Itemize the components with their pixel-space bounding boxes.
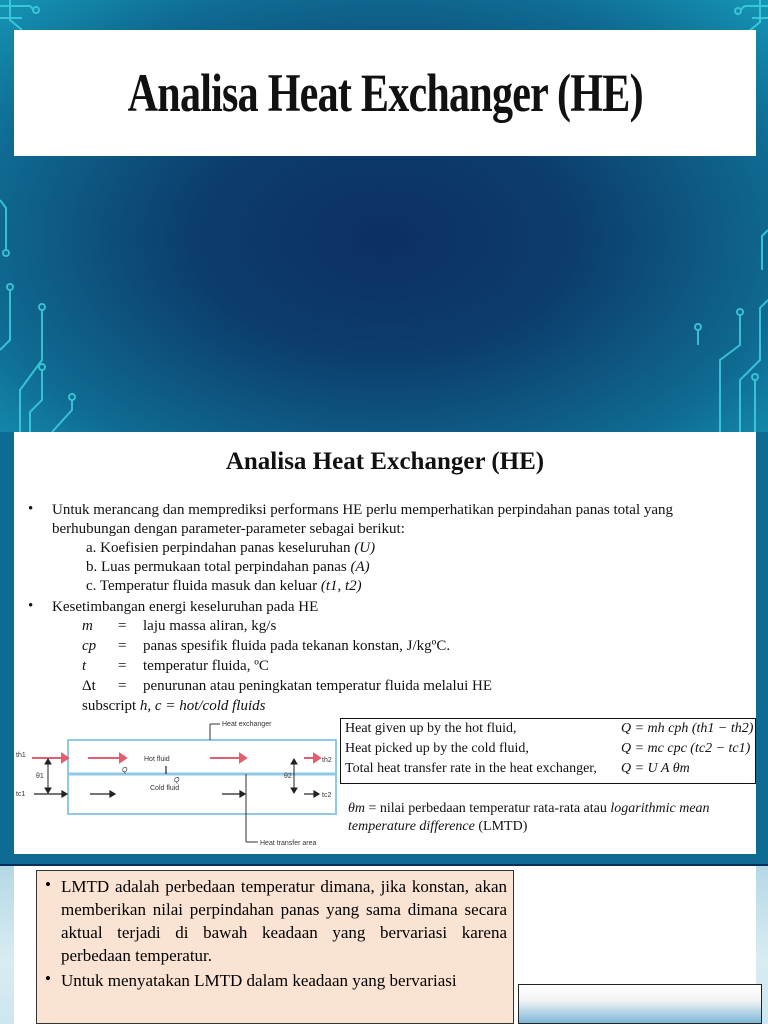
lmtd-text: = nilai perbedaan temperatur rata-rata atau: [365, 801, 611, 816]
list-item-symbol: (U): [354, 540, 376, 556]
equation-label: Heat picked up by the cold fluid,: [345, 741, 529, 756]
label-cold-fluid: Cold fluid: [150, 785, 180, 792]
label-heat-exchanger: Heat exchanger: [222, 721, 272, 728]
var-equals: =: [118, 618, 127, 634]
list-item: [86, 577, 362, 596]
var-description: temperatur fluida, ºC: [143, 658, 269, 674]
slide-body: [14, 432, 756, 854]
var-description: laju massa aliran, kg/s: [143, 618, 277, 634]
sky-image: [518, 984, 762, 1024]
var-symbol: m: [82, 618, 93, 634]
label-th1: th1: [16, 752, 26, 759]
var-description: panas spesifik fluida pada tekanan konstan, J/kgºC.: [143, 638, 451, 654]
var-equals: =: [118, 658, 127, 674]
label-theta2: θ2: [284, 773, 292, 780]
slide-heading: Analisa Heat Exchanger (HE): [225, 448, 545, 475]
list-item: [86, 539, 375, 558]
lmtd-italic: logarithmic mean temperature difference: [348, 801, 710, 834]
title-slide: [0, 0, 768, 432]
label-tc2: tc2: [322, 792, 332, 799]
subscript-label: subscript: [82, 698, 137, 714]
equation-label: Heat given up by the hot fluid,: [345, 721, 517, 736]
label-q-top: Q: [122, 767, 128, 774]
label-hot-fluid: Hot fluid: [144, 756, 170, 763]
var-symbol: Δt: [82, 678, 96, 694]
bullet-marker: •: [28, 501, 34, 517]
lmtd-note: [348, 800, 748, 836]
var-symbol: t: [82, 658, 87, 674]
list-item-text: c. Temperatur fluida masuk dan keluar: [86, 578, 318, 594]
list-item-text: a. Koefisien perpindahan panas keseluruhan: [86, 540, 351, 556]
content-slide: [0, 432, 768, 864]
equation-label: Total heat transfer rate in the heat exchanger,: [345, 761, 597, 776]
var-symbol: cp: [82, 638, 97, 654]
equation-formula: Q = mh cph (th1 − th2): [621, 721, 754, 736]
equations-box: [340, 718, 756, 784]
slide-title: Analisa Heat Exchanger (HE): [127, 63, 643, 123]
bullet-text: Untuk merancang dan memprediksi performans HE perlu memperhatikan perpindahan panas total yang: [52, 502, 674, 518]
list-item-text: b. Luas permukaan total perpindahan panas: [86, 559, 347, 575]
list-item: [86, 558, 370, 577]
list-item-symbol: (t1, t2): [320, 578, 362, 594]
var-description: penurunan atau peningkatan temperatur fluida melalui HE: [143, 678, 493, 694]
title-box: [14, 30, 756, 156]
label-theta1: θ1: [36, 773, 44, 780]
label-tc1: tc1: [16, 791, 26, 798]
var-equals: =: [118, 638, 127, 654]
bullet-marker: •: [45, 875, 51, 894]
bullet-text: berhubungan dengan parameter-parameter sebagai berikut:: [52, 521, 405, 537]
label-th2: th2: [322, 757, 332, 764]
slide-body: [14, 866, 756, 1024]
label-q-bottom: Q: [174, 777, 180, 784]
equation-formula: Q = U A θm: [621, 761, 690, 776]
heat-exchanger-diagram: [14, 714, 340, 854]
label-heat-transfer-area: Heat transfer area: [260, 840, 317, 847]
var-equals: =: [118, 678, 127, 694]
equation-formula: Q = mc cpc (tc2 − tc1): [621, 741, 751, 756]
bullet-text: Kesetimbangan energi keseluruhan pada HE: [52, 599, 319, 615]
list-item-symbol: (A): [350, 559, 370, 575]
lmtd-symbol: θm: [348, 801, 365, 816]
bullet-text: LMTD adalah perbedaan temperatur dimana, jika konstan, akan memberikan nilai perpindahan panas yang sama dimana secara aktual terjadi di bawah keadaan yang bervariasi karena perbedaan temperatur.: [61, 877, 507, 965]
bullet-marker: •: [45, 969, 51, 988]
bullet-text: Untuk menyatakan LMTD dalam keadaan yang bervariasi: [61, 971, 457, 990]
subscript-value: h, c = hot/cold fluids: [139, 698, 266, 714]
text-box: [36, 870, 514, 1024]
lmtd-text-end: (LMTD): [474, 819, 528, 834]
lmtd-slide: [0, 866, 768, 1024]
bullet-marker: •: [28, 598, 34, 614]
